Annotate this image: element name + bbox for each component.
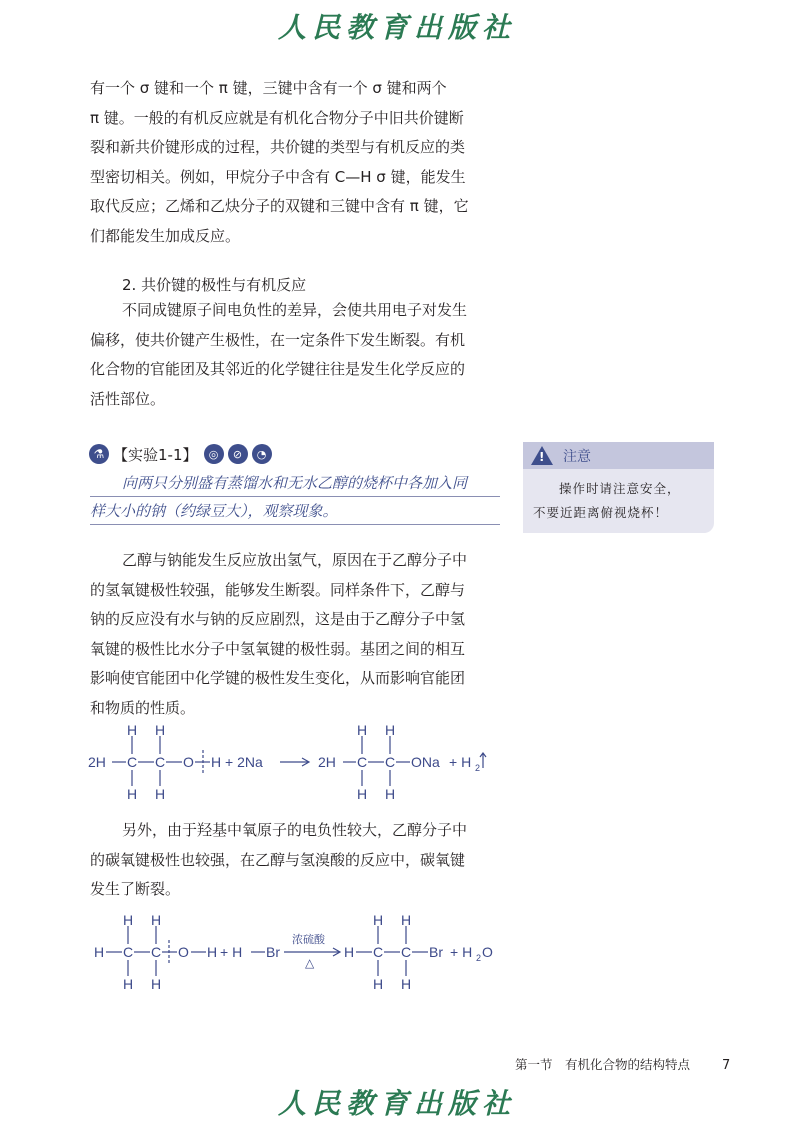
experiment-icon: ⚗ <box>89 444 109 464</box>
eq2-carbon: C <box>123 944 134 960</box>
eq2-carbon: C <box>373 944 384 960</box>
eq1-hydrogen: H <box>357 722 368 738</box>
eq1-hydrogen: H <box>155 722 166 738</box>
eq2-hydrogen: H <box>344 944 355 960</box>
experiment-title: 【实验1-1】 <box>113 445 198 464</box>
eq1-coef-right: 2H <box>318 754 336 770</box>
paragraph-4 <box>90 816 500 905</box>
text-line: 钠的反应没有水与钠的反应剧烈，这是由于乙醇分子中氢 <box>90 610 466 628</box>
note-header <box>523 442 714 469</box>
eq1-h2-subscript: 2 <box>475 763 481 773</box>
equation-ethanol-hbr <box>94 910 504 998</box>
text-line: 另外，由于羟基中氧原子的电负性较大，乙醇分子中 <box>122 821 468 839</box>
footer-section-title: 第一节 有机化合物的结构特点 <box>515 1057 691 1072</box>
eq2-hydrogen: H <box>151 912 162 928</box>
experiment-text-line: 样大小的钠（约绿豆大），观察现象。 <box>90 502 338 520</box>
text-line: 的碳氧键极性也较强，在乙醇与氢溴酸的反应中，碳氧键 <box>90 850 466 869</box>
eq1-coef-left: 2H <box>88 754 106 770</box>
text-line: 取代反应；乙烯和乙炔分子的双键和三键中含有 π 键，它 <box>90 197 469 215</box>
text-line: 影响使官能团中化学键的极性发生变化，从而影响官能团 <box>90 669 466 687</box>
equation-2-svg <box>94 910 504 994</box>
page-number: 7 <box>722 1058 731 1073</box>
eq2-hydrogen: H <box>373 976 384 992</box>
eq2-hydrogen: H <box>94 944 105 960</box>
eq1-hydrogen: H <box>155 786 166 802</box>
eq1-carbon: C <box>357 754 368 770</box>
section-heading: 2. 共价键的极性与有机反应 <box>122 276 307 294</box>
eq2-condition-acid: 浓硫酸 <box>292 934 325 946</box>
eq2-hydrogen: H <box>373 912 384 928</box>
paragraph-1 <box>90 74 500 251</box>
text-line: 和物质的性质。 <box>90 698 196 717</box>
eq1-hydrogen: H <box>385 722 396 738</box>
text-line: π 键。一般的有机反应就是有机化合物分子中旧共价键断 <box>90 108 464 127</box>
text-line: 氧键的极性比水分子中氢氧键的极性弱。基团之间的相互 <box>90 639 466 658</box>
text-line: 偏移，使共价键产生极性，在一定条件下发生断裂。有机 <box>90 330 466 349</box>
eq1-hydrogen: H <box>127 786 138 802</box>
note-title: 注意 <box>563 448 591 465</box>
text-line: 有一个 σ 键和一个 π 键，三键中含有一个 σ 键和两个 <box>90 79 447 97</box>
eq2-hydrogen: H <box>401 912 412 928</box>
paragraph-3 <box>90 546 500 723</box>
experiment-header <box>89 440 276 468</box>
text-line: 化合物的官能团及其邻近的化学键往往是发生化学反应的 <box>90 360 466 378</box>
eq2-condition-heat: △ <box>305 956 315 970</box>
eq1-hydrogen: H <box>127 722 138 738</box>
eq2-hydrogen: H <box>401 976 412 992</box>
eq2-carbon: C <box>151 944 162 960</box>
eq1-plus-sodium: + 2Na <box>225 754 263 770</box>
publisher-logo-top: 人民教育出版社 <box>277 11 516 44</box>
safety-note <box>523 442 714 533</box>
text-line: 裂和新共价键形成的过程，共价键的类型与有机反应的类 <box>90 138 466 156</box>
eq1-plus-hydrogen: + H <box>449 754 472 770</box>
eq1-carbon: C <box>127 754 138 770</box>
eq2-plus-h: + H <box>220 944 243 960</box>
text-line: 的氢氧键极性较强，能够发生断裂。同样条件下，乙醇与 <box>90 580 466 599</box>
eq1-hydrogen: H <box>357 786 368 802</box>
eq2-hydrogen: H <box>123 976 134 992</box>
eq1-hydrogen: H <box>385 786 396 802</box>
eq1-hydroxyl-h: H <box>211 754 222 770</box>
text-line: 活性部位。 <box>90 389 166 408</box>
text-line: 不同成键原子间电负性的差异，会使共用电子对发生 <box>122 301 468 319</box>
eq2-hydrogen: H <box>151 976 162 992</box>
eq1-carbon: C <box>155 754 166 770</box>
note-body: 操作时请注意安全， 不要近距离俯视烧杯！ <box>533 481 681 520</box>
eq2-oxygen: O <box>178 944 189 960</box>
eq2-bromine-product: Br <box>429 944 443 960</box>
eq1-carbon: C <box>385 754 396 770</box>
equation-1-svg <box>88 720 508 804</box>
text-line: 型密切相关。例如，甲烷分子中含有 C—H σ 键，能发生 <box>90 167 466 186</box>
text-line: 发生了断裂。 <box>90 880 181 898</box>
page-footer <box>515 1055 730 1073</box>
eq2-hydroxyl-h: H <box>207 944 218 960</box>
goggles-icon: ◎ <box>204 444 224 464</box>
eq2-water-oxygen: O <box>482 944 493 960</box>
eq2-carbon: C <box>401 944 412 960</box>
eq2-hydrogen: H <box>123 912 134 928</box>
text-line: 乙醇与钠能发生反应放出氢气，原因在于乙醇分子中 <box>122 551 468 569</box>
timer-icon: ◔ <box>252 444 272 464</box>
eq1-oxygen: O <box>183 754 194 770</box>
eq2-bromine: Br <box>266 944 280 960</box>
warning-icon: ! <box>531 446 553 465</box>
eq2-plus-water: + H <box>450 944 473 960</box>
equation-ethanol-sodium <box>88 720 508 808</box>
text-line: 们都能发生加成反应。 <box>90 226 241 245</box>
paragraph-2 <box>90 296 500 414</box>
no-flame-icon: ⊘ <box>228 444 248 464</box>
eq2-water-subscript: 2 <box>476 953 482 963</box>
publisher-logo-bottom: 人民教育出版社 <box>277 1087 516 1120</box>
eq1-ona: ONa <box>411 754 440 770</box>
experiment-text-line: 向两只分别盛有蒸馏水和无水乙醇的烧杯中各加入同 <box>122 474 468 492</box>
